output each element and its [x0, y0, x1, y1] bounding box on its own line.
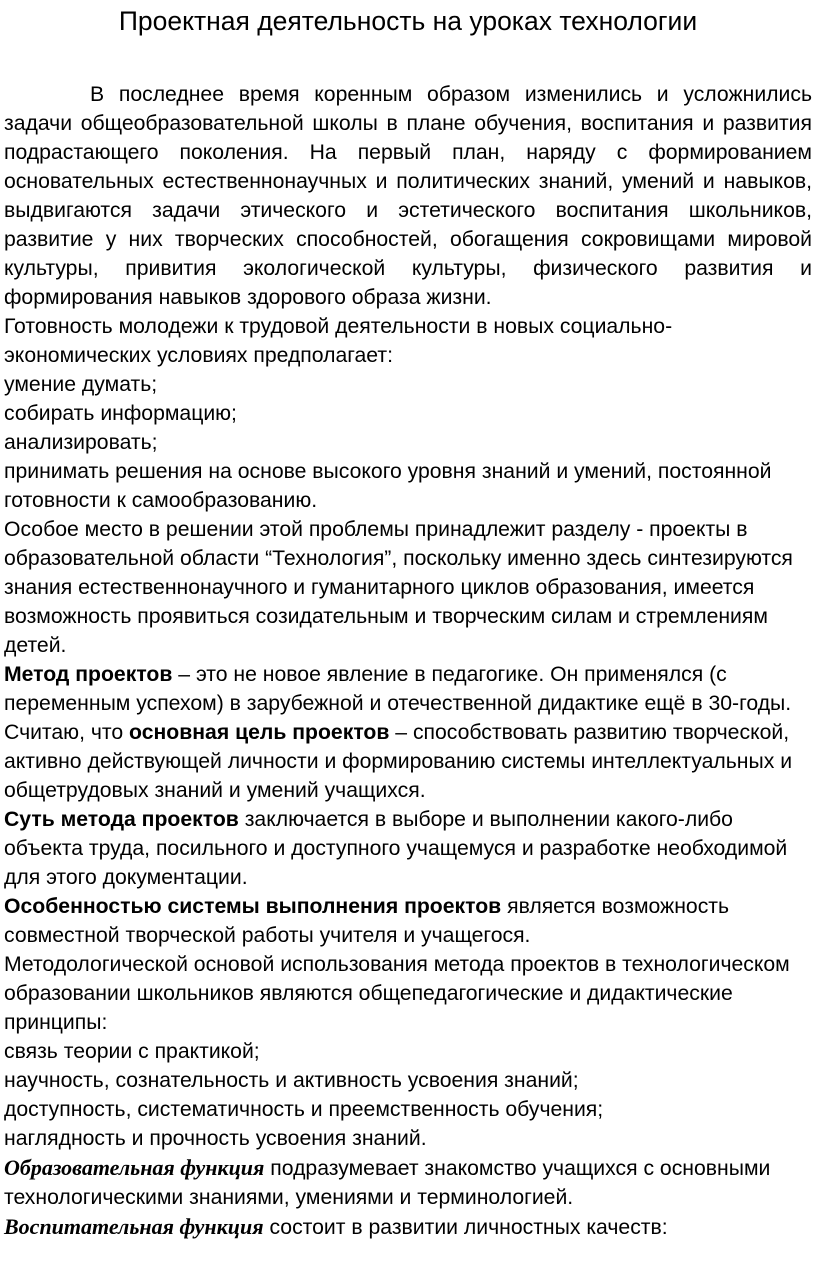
principle-item: связь теории с практикой; — [4, 1040, 260, 1063]
upbringing-function-text: состоит в развитии личностных качеств: — [263, 1216, 668, 1239]
goal-term: основная цель проектов — [129, 721, 390, 744]
readiness-item: умение думать; — [4, 373, 158, 396]
readiness-lead: Готовность молодежи к трудовой деятельности в новых социально-экономических условиях предполагает: — [4, 315, 673, 367]
educational-function-paragraph — [4, 1153, 812, 1212]
feature-text: является возможность совместной творческой работы учителя и учащегося. — [4, 895, 730, 947]
essence-text: заключается в выборе и выполнении какого-либо объекта труда, посильного и доступного учащемуся и разработке необходимой для этого документации. — [4, 808, 788, 889]
readiness-item: принимать решения на основе высокого уровня знаний и умений, постоянной готовности к самообразованию. — [4, 460, 772, 512]
feature-term: Особенностью системы выполнения проектов — [4, 895, 502, 918]
page-title: Проектная деятельность на уроках технологии — [118, 6, 698, 36]
spacer — [4, 40, 816, 80]
readiness-item: собирать информацию; — [4, 402, 237, 425]
intro-paragraph: В последнее время коренным образом изменились и усложнились задачи общеобразовательной школы в плане обучения, воспитания и развития подрастающего поколения. На первый план, наряду с формированием основательных естественнонаучных и политических знаний, умений и навыков, выдвигаются задачи этического и эстетического воспитания школьников, развитие у них творческих способностей, обогащения сокровищами мировой культуры, привития экологической культуры, физического развития и формирования навыков здорового образа жизни. — [4, 83, 812, 309]
method-term: Метод проектов — [4, 663, 173, 686]
basis-lead: Методологической основой использования метода проектов в технологическом образовании школьников являются общепедагогические и дидактические принципы: — [4, 953, 790, 1034]
goal-intro: Считаю, что — [4, 721, 130, 744]
readiness-item: анализировать; — [4, 431, 158, 454]
educational-function-text: подразумевает знакомство учащихся с основными технологическими знаниями, умениями и терминологией. — [4, 1157, 771, 1209]
special-place-paragraph: Особое место в решении этой проблемы принадлежит разделу - проекты в образовательной области “Технология”, поскольку именно здесь синтезируются знания естественнонаучного и гуманитарного циклов образования, имеется возможность проявиться созидательным и творческим силам и стремлениям детей. — [4, 518, 793, 657]
goal-text: – способствовать развитию творческой, активно действующей личности и формированию системы интеллектуальных и общетрудовых знаний и умений учащихся. — [4, 721, 793, 802]
essence-paragraph — [4, 805, 812, 892]
feature-paragraph — [4, 892, 812, 950]
principle-item: доступность, систематичность и преемственность обучения; — [4, 1098, 604, 1121]
principle-item: наглядность и прочность усвоения знаний. — [4, 1127, 427, 1150]
goal-paragraph — [4, 718, 812, 805]
method-paragraph — [4, 660, 812, 718]
method-text: – это не новое явление в педагогике. Он применялся (с переменным успехом) в зарубежной и отечественной дидактике ещё в 30-годы. — [4, 663, 792, 715]
educational-function-term: Образовательная функция — [4, 1155, 265, 1180]
principle-item: научность, сознательность и активность усвоения знаний; — [4, 1069, 579, 1092]
upbringing-function-paragraph — [4, 1212, 812, 1242]
upbringing-function-term: Воспитательная функция — [4, 1214, 264, 1239]
essence-term: Суть метода проектов — [4, 808, 239, 831]
